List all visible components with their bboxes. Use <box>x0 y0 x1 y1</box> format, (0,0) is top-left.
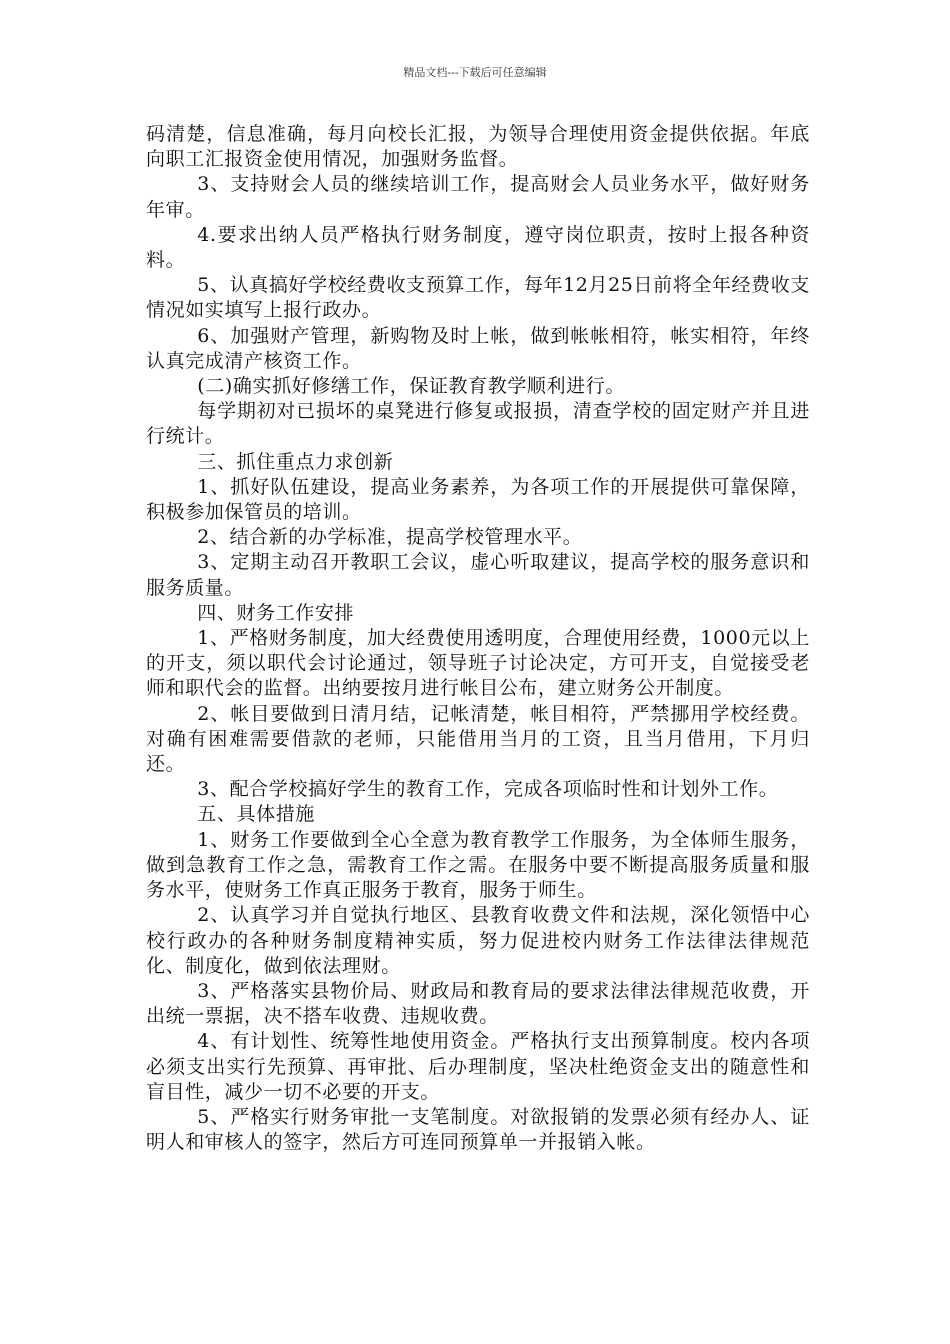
section-heading: 四、财务工作安排 <box>197 601 355 624</box>
paragraph: 4.要求出纳人员严格执行财务制度，遵守岗位职责，按时上报各种资料。 <box>146 223 810 272</box>
paragraph: 1、抓好队伍建设，提高业务素养，为各项工作的开展提供可靠保障，积极参加保管员的培训。 <box>146 475 810 524</box>
paragraph: 码清楚，信息准确，每月向校长汇报，为领导合理使用资金提供依据。年底向职工汇报资金使用情况，加强财务监督。 <box>146 123 810 171</box>
section-heading: 五、具体措施 <box>197 803 315 826</box>
paragraph: 2、结合新的办学标准，提高学校管理水平。 <box>197 526 583 549</box>
section-heading: 三、抓住重点力求创新 <box>197 450 394 473</box>
paragraph: 1、严格财务制度，加大经费使用透明度，合理使用经费，1000元以上的开支，须以职代会讨论通过，领导班子讨论决定，方可开支，自觉接受老师和职代会的监督。出纳要按月进行帐目公布，建立财务公开制度。 <box>146 627 810 700</box>
section-heading: (二)确实抓好修缮工作，保证教育教学顺利进行。 <box>197 375 625 398</box>
page-header: 精品文档---下载后可任意编辑 <box>403 66 547 79</box>
paragraph: 3、定期主动召开教职工会议，虚心听取建议，提高学校的服务意识和服务质量。 <box>146 551 810 599</box>
paragraph: 2、帐目要做到日清月结，记帐清楚，帐目相符，严禁挪用学校经费。 对确有困难需要借款的老师，只能借用当月的工资，且当月借用，下月归还。 <box>146 702 810 776</box>
paragraph: 每学期初对已损坏的桌凳进行修复或报损，清查学校的固定财产并且进行统计。 <box>146 400 810 448</box>
paragraph: 3、配合学校搞好学生的教育工作，完成各项临时性和计划外工作。 <box>197 778 779 801</box>
paragraph: 1、财务工作要做到全心全意为教育教学工作服务，为全体师生服务，做到急教育工作之急，需教育工作之需。在服务中要不断提高服务质量和服务水平，使财务工作真正服务于教育，服务于师生。 <box>146 828 810 902</box>
document-body <box>146 122 810 1155</box>
paragraph: 3、严格落实县物价局、财政局和教育局的要求法律法律规范收费，开出统一票据，决不搭车收费、违规收费。 <box>146 979 810 1028</box>
paragraph: 5、严格实行财务审批一支笔制度。对欲报销的发票必须有经办人、证明人和审核人的签字，然后方可连同预算单一并报销入帐。 <box>146 1105 810 1154</box>
paragraph: 5、认真搞好学校经费收支预算工作，每年12月25日前将全年经费收支情况如实填写上报行政办。 <box>146 274 810 322</box>
paragraph: 4、有计划性、统筹性地使用资金。严格执行支出预算制度。校内各项必须支出实行先预算、再审批、后办理制度，坚决杜绝资金支出的随意性和盲目性，减少一切不必要的开支。 <box>146 1030 810 1103</box>
paragraph: 3、支持财会人员的继续培训工作，提高财会人员业务水平，做好财务年审。 <box>146 173 810 221</box>
paragraph: 2、认真学习并自觉执行地区、县教育收费文件和法规，深化领悟中心校行政办的各种财务制度精神实质，努力促进校内财务工作法律法律规范化、制度化，做到依法理财。 <box>146 904 810 977</box>
paragraph: 6、加强财产管理，新购物及时上帐，做到帐帐相符，帐实相符，年终认真完成清产核资工作。 <box>146 324 810 372</box>
